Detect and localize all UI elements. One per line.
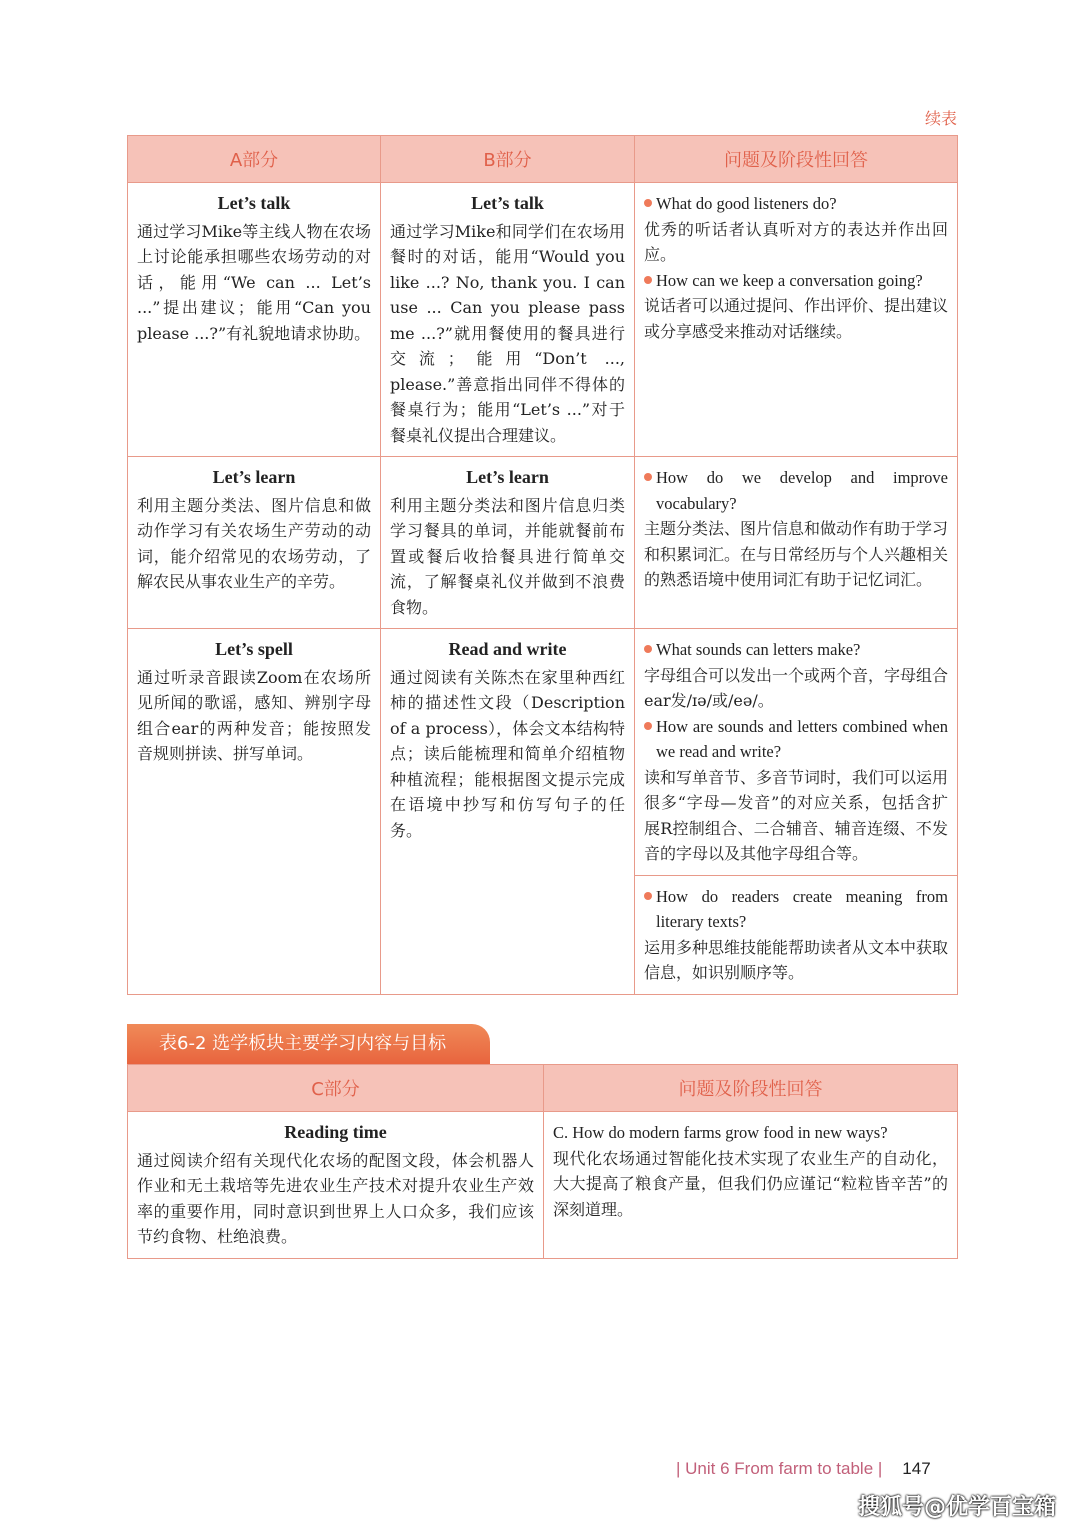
question: How do we develop and improve vocabulary?	[644, 465, 948, 516]
cell-title: Let’s learn	[466, 467, 549, 487]
table-row	[128, 183, 958, 457]
page-number: 147	[902, 1459, 931, 1478]
cell-text: 利用主题分类法、图片信息和做动作学习有关农场生产劳动的动词，能介绍常见的农场劳动，了解农民从事农业生产的辛劳。	[137, 495, 371, 591]
answer: 运用多种思维技能能帮助读者从文本中获取信息，如识别顺序等。	[644, 937, 949, 982]
cell-qa	[635, 629, 958, 876]
table-caption: 表6-2 选学板块主要学习内容与目标	[127, 1024, 490, 1064]
header-c: C部分	[128, 1065, 544, 1112]
header-b: B部分	[381, 136, 635, 183]
table-continued	[127, 135, 958, 995]
table-row	[128, 457, 958, 629]
question: How do readers create meaning from literary texts?	[644, 884, 948, 935]
table-row	[128, 629, 958, 876]
header-a: A部分	[128, 136, 381, 183]
answer: 说话者可以通过提问、作出评价、提出建议或分享感受来推动对话继续。	[644, 296, 949, 341]
cell-text: 通过阅读有关陈杰在家里种西红柿的描述性文段（Description of a process），体会文本结构特点；读后能梳理和简单介绍植物种植流程；能根据图文提示完成在语境中抄写和仿写句子的任务。	[390, 667, 625, 840]
cell-text: 通过阅读介绍有关现代化农场的配图文段，体会机器人作业和无土栽培等先进农业生产技术对提升农业生产效率的重要作用，同时意识到世界上人口众多，我们应该节约食物、杜绝浪费。	[137, 1150, 534, 1246]
answer: 优秀的听话者认真听对方的表达并作出回应。	[644, 219, 948, 264]
cell-c	[128, 1112, 544, 1259]
page-footer	[676, 1459, 931, 1479]
question: C. How do modern farms grow food in new ways?	[553, 1123, 888, 1142]
answer: 现代化农场通过智能化技术实现了农业生产的自动化，大大提高了粮食产量，但我们仍应谨记“粒粒皆辛苦”的深刻道理。	[553, 1148, 948, 1219]
answer: 字母组合可以发出一个或两个音，字母组合ear发/ɪə/或/eə/。	[644, 665, 949, 710]
cell-a	[128, 629, 381, 995]
table-6-2	[127, 1064, 958, 1259]
question: How are sounds and letters combined when we read and write?	[644, 714, 948, 765]
cell-qa	[635, 457, 958, 629]
table-row	[128, 1112, 958, 1259]
cell-title: Let’s talk	[217, 193, 291, 213]
answer: 主题分类法、图片信息和做动作有助于学习和积累词汇。在与日常经历与个人兴趣相关的熟悉语境中使用词汇有助于记忆词汇。	[644, 519, 949, 589]
cell-a	[128, 183, 381, 457]
answer: 读和写单音节、多音节词时，我们可以运用很多“字母—发音”的对应关系，包括含扩展R控制组合、二合辅音、辅音连缀、不发音的字母以及其他字母组合等。	[644, 767, 949, 863]
watermark: 搜狐号@优学百宝箱	[857, 1495, 1056, 1520]
table-header	[128, 136, 958, 183]
question: What sounds can letters make?	[644, 637, 948, 663]
cell-b	[381, 629, 635, 995]
cell-text: 通过听录音跟读Zoom在农场所见所闻的歌谣，感知、辨别字母组合ear的两种发音；能按照发音规则拼读、拼写单词。	[137, 667, 371, 763]
cell-qa	[544, 1112, 958, 1259]
cell-title: Let’s spell	[215, 639, 293, 659]
question: What do good listeners do?	[644, 191, 948, 217]
cell-a	[128, 457, 381, 629]
cell-title: Reading time	[284, 1122, 387, 1142]
cell-text: 通过学习Mike和同学们在农场用餐时的对话，能用“Would you like ...? No, thank you. I can use ... Can you please pass me ...?”就用餐使用的餐具进行交流；能用“Don’t ..., please.”善意指出同伴不得体的餐桌行为；能用“Let’s ...”对于餐桌礼仪提出合理建议。	[390, 221, 625, 445]
cell-title: Read and write	[448, 639, 567, 659]
header-qa: 问题及阶段性回答	[544, 1065, 958, 1112]
cell-title: Let’s learn	[212, 467, 296, 487]
cell-b	[381, 183, 635, 457]
cell-text: 通过学习Mike等主线人物在农场上讨论能承担哪些农场劳动的对话，能用“We can ... Let’s ...”提出建议；能用“Can you please ...?”有礼貌地请求协助。	[137, 221, 371, 343]
continued-label: 续表	[924, 109, 957, 128]
cell-b	[381, 457, 635, 629]
cell-title: Let’s talk	[471, 193, 544, 213]
question: How can we keep a conversation going?	[644, 268, 948, 294]
cell-text: 利用主题分类法和图片信息归类学习餐具的单词，并能就餐前布置或餐后收拾餐具进行简单交流，了解餐桌礼仪并做到不浪费食物。	[390, 495, 625, 617]
table-header	[128, 1065, 958, 1112]
unit-title: | Unit 6 From farm to table |	[676, 1459, 883, 1478]
cell-qa	[635, 875, 958, 994]
header-qa: 问题及阶段性回答	[635, 136, 958, 183]
cell-qa	[635, 183, 958, 457]
